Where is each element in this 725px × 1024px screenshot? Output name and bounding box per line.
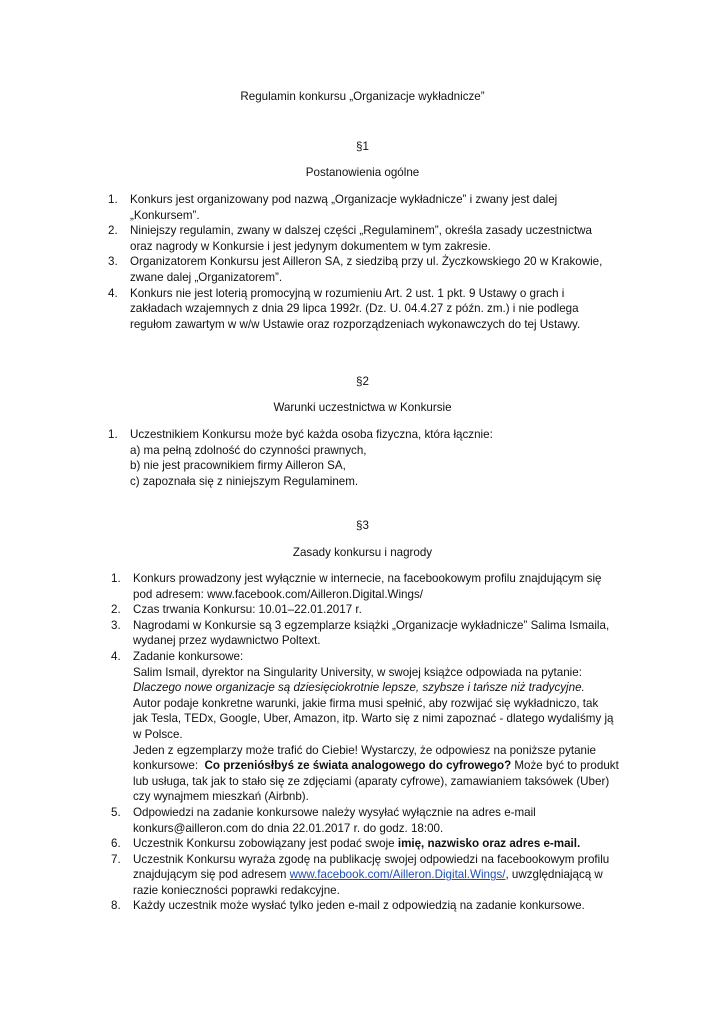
item-text: Niniejszy regulamin, zwany w dalszej części „Regulaminem”, określa zasady uczestnictwa [130,224,592,238]
item-number: 2. [111,603,121,617]
item-text: Salim Ismail, dyrektor na Singularity University, w swojej książce odpowiada na pytanie: [133,665,582,679]
item-text: Może być to produkt [511,759,619,773]
item-number: 2. [108,224,118,238]
item-text: konkurs@ailleron.com do dnia 22.01.2017 r. do godz. 18:00. [133,821,444,835]
list-item [108,427,670,489]
item-number: 1. [108,193,118,206]
list-item [108,254,670,285]
section-2-list [108,427,670,489]
item-text: zakładach wzajemnych z dnia 29 lipca 1992r. (Dz. U. 04.4.27 z późn. zm.) i nie podlega [130,302,579,316]
list-item [111,836,693,852]
item-text: Uczestnik Konkursu wyraża zgodę na publikację swojej odpowiedzi na facebookowym profilu [133,852,610,866]
item-text: oraz nagrody w Konkursie i jest jedynym dokumentem w tym zakresie. [130,239,491,253]
item-text-line [133,867,693,883]
item-number: 8. [111,899,121,913]
item-text-line [133,836,693,852]
item-text-line [133,758,693,774]
item-text: Konkurs nie jest loterią promocyjną w rozumieniu Art. 2 ust. 1 pkt. 9 Ustawy o grach i [130,286,565,300]
list-item [111,805,693,836]
section-3-list [111,571,693,914]
item-number: 3. [108,255,118,269]
item-text: Autor podaje konkretne warunki, jakie firma musi spełnić, aby rozwijać się wykładniczo, tak [133,696,599,710]
required-fields: imię, nazwisko oraz adres e-mail. [397,837,581,851]
item-number: 4. [111,649,121,663]
item-number: 3. [111,618,121,632]
item-text: wydanej przez wydawnictwo Poltext. [133,634,321,648]
item-text: regułom zawartym w w/w Ustawie oraz rozporządzeniach wykonawczych do tej Ustawy. [130,317,581,331]
item-number: 1. [108,428,118,441]
list-item [108,192,670,223]
section-2-mark: §2 [356,375,369,388]
list-item [111,571,693,602]
item-text: Czas trwania Konkursu: 10.01–22.01.2017 r. [133,603,362,617]
section-1-list [108,192,670,332]
item-text: znajdującym się pod adresem [133,868,290,882]
sub-item-c: c) zapoznała się z niniejszym Regulaminem. [130,474,359,488]
item-number: 1. [111,572,121,585]
item-text: , uwzględniającą w [505,868,603,882]
section-1-heading: Postanowienia ogólne [305,166,420,179]
section-1-mark: §1 [356,140,369,153]
item-text: razie konieczności poprawki redakcyjne. [133,883,340,897]
item-number: 7. [111,852,121,866]
item-text: Każdy uczestnik może wysłać tylko jeden e-mail z odpowiedzią na zadanie konkursowe. [133,899,585,913]
item-text: „Konkursem”. [130,208,200,222]
item-text: Zadanie konkursowe: [133,649,244,663]
section-3-heading: Zasady konkursu i nagrody [292,546,433,559]
italic-question: Dlaczego nowe organizacje są dziesięciokrotnie lepsze, szybsze i tańsze niż tradycyjne. [133,681,585,695]
item-text: Nagrodami w Konkursie są 3 egzemplarze książki „Organizacje wykładnicze” Salima Ismaila, [133,618,610,632]
item-text: w Polsce. [133,727,183,741]
item-text: Konkurs jest organizowany pod nazwą „Organizacje wykładnicze” i zwany jest dalej [130,193,558,206]
contest-question: Co przeniósłbyś ze świata analogowego do cyfrowego? [204,759,512,773]
sub-item-b: b) nie jest pracownikiem firmy Ailleron SA, [130,459,346,473]
item-number: 6. [111,837,121,851]
list-item [111,649,693,805]
item-text: Konkurs prowadzony jest wyłącznie w internecie, na facebookowym profilu znajdującym się [133,572,602,585]
item-text: czy wynajmem mieszkań (Airbnb). [133,790,309,804]
sub-item-a: a) ma pełną zdolność do czynności prawnych, [130,443,367,457]
item-text: Organizatorem Konkursu jest Ailleron SA, z siedzibą przy ul. Życzkowskiego 20 w Krakowie, [130,255,603,269]
item-text: Odpowiedzi na zadanie konkursowe należy wysyłać wyłącznie na adres e-mail [133,805,536,819]
item-number: 5. [111,805,121,819]
list-item [111,852,693,899]
item-text: zwane dalej „Organizatorem”. [130,270,283,284]
item-text: konkursowe: [133,759,205,773]
item-text: Uczestnikiem Konkursu może być każda osoba fizyczna, która łącznie: [130,428,493,441]
list-item [111,898,693,914]
list-item [111,618,693,649]
list-item [108,223,670,254]
item-text: pod adresem: www.facebook.com/Ailleron.Digital.Wings/ [133,587,423,601]
item-text: lub usługa, tak jak to stało się ze zdjęciami (aparaty cyfrowe), zamawianiem taksówek (Uber) [133,774,610,788]
document-title: Regulamin konkursu „Organizacje wykładnicze” [240,90,485,103]
item-text: jak Tesla, TEDx, Google, Uber, Amazon, itp. Warto się z nimi zapoznać - dlatego wydaliśmy ją [133,712,614,726]
item-number: 4. [108,286,118,300]
item-text: Jeden z egzemplarzy może trafić do Ciebie! Wystarczy, że odpowiesz na poniższe pytanie [133,743,597,757]
section-2-heading: Warunki uczestnictwa w Konkursie [273,401,452,414]
list-item [111,602,693,618]
item-text: Uczestnik Konkursu zobowiązany jest podać swoje [133,837,398,851]
list-item [108,286,670,333]
section-3-mark: §3 [356,519,369,532]
facebook-profile-link[interactable]: www.facebook.com/Ailleron.Digital.Wings/ [289,868,506,882]
